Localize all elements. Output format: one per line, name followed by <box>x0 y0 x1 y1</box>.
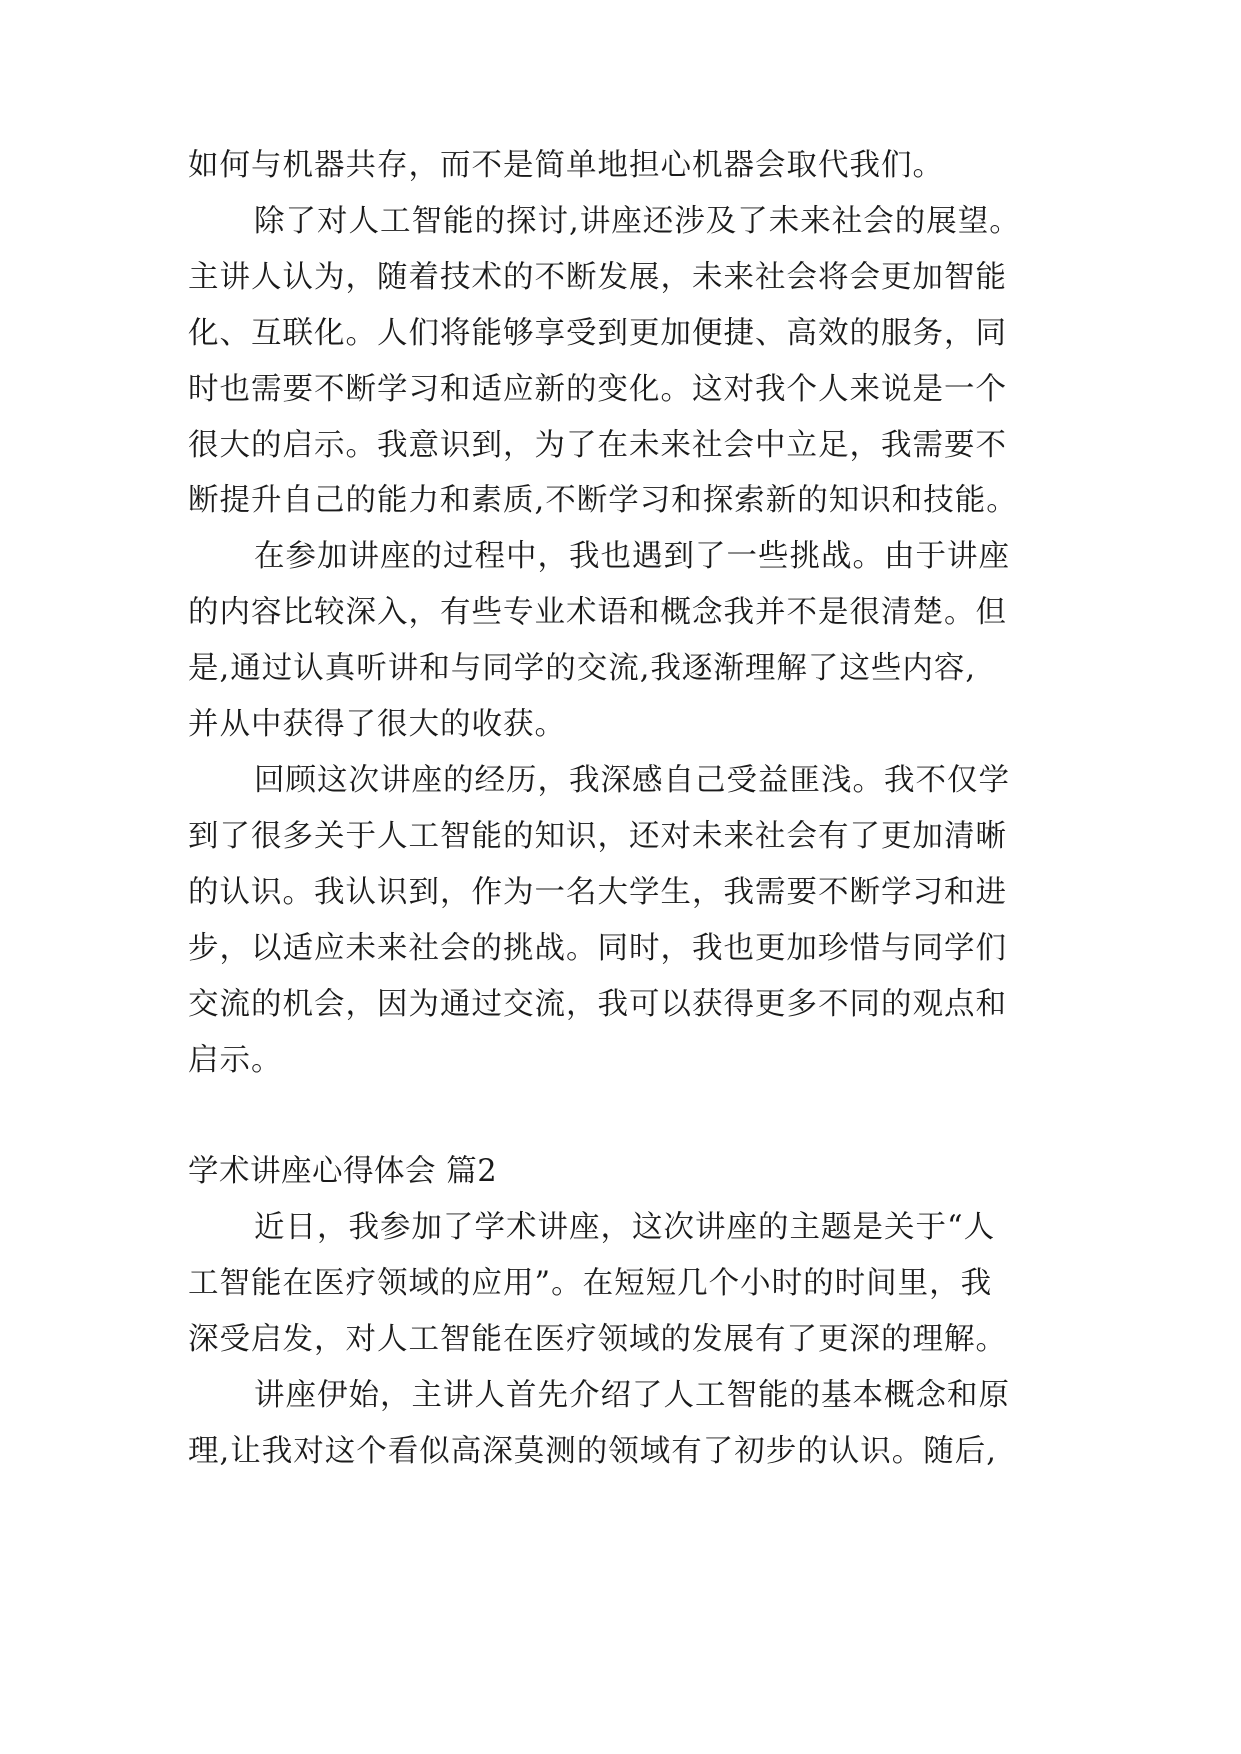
paragraph-line: 如何与机器共存，而不是简单地担心机器会取代我们。 <box>188 148 944 183</box>
paragraph-line: 的内容比较深入，有些专业术语和概念我并不是很清楚。但 <box>188 595 1007 630</box>
paragraph-line: 到了很多关于人工智能的知识，还对未来社会有了更加清晰 <box>188 819 1007 854</box>
paragraph-line: 深受启发，对人工智能在医疗领域的发展有了更深的理解。 <box>188 1322 1007 1357</box>
paragraph-line: 回顾这次讲座的经历，我深感自己受益匪浅。我不仅学 <box>254 763 1010 798</box>
paragraph-line: 的认识。我认识到，作为一名大学生，我需要不断学习和进 <box>188 875 1007 910</box>
paragraph-line: 步，以适应未来社会的挑战。同时，我也更加珍惜与同学们 <box>188 931 1007 966</box>
paragraph-line: 化、互联化。人们将能够享受到更加便捷、高效的服务，同 <box>188 316 1007 351</box>
section-heading: 学术讲座心得体会 篇2 <box>188 1154 498 1189</box>
paragraph-line: 理,让我对这个看似高深莫测的领域有了初步的认识。随后, <box>188 1434 997 1469</box>
paragraph-line: 工智能在医疗领域的应用”。在短短几个小时的时间里，我 <box>188 1266 993 1301</box>
paragraph-line: 启示。 <box>188 1043 283 1078</box>
paragraph-line: 是,通过认真听讲和与同学的交流,我逐渐理解了这些内容, <box>188 651 977 686</box>
paragraph-line: 除了对人工智能的探讨,讲座还涉及了未来社会的展望。 <box>254 204 1021 239</box>
paragraph-line: 交流的机会，因为通过交流，我可以获得更多不同的观点和 <box>188 987 1007 1022</box>
paragraph-line: 主讲人认为，随着技术的不断发展，未来社会将会更加智能 <box>188 260 1007 295</box>
paragraph-line: 时也需要不断学习和适应新的变化。这对我个人来说是一个 <box>188 372 1007 407</box>
paragraph-line: 断提升自己的能力和素质,不断学习和探索新的知识和技能。 <box>188 483 1018 518</box>
paragraph-line: 在参加讲座的过程中，我也遇到了一些挑战。由于讲座 <box>254 539 1010 574</box>
paragraph-line: 并从中获得了很大的收获。 <box>188 707 566 742</box>
paragraph-line: 很大的启示。我意识到，为了在未来社会中立足，我需要不 <box>188 428 1007 463</box>
paragraph-line: 讲座伊始，主讲人首先介绍了人工智能的基本概念和原 <box>254 1378 1010 1413</box>
paragraph-line: 近日，我参加了学术讲座，这次讲座的主题是关于“人 <box>254 1210 996 1245</box>
